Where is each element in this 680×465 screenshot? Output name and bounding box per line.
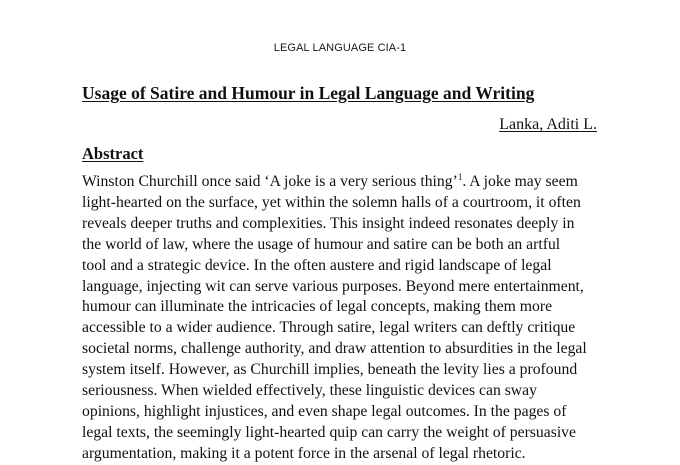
abstract-line: tool and a strategic device. In the often austere and rigid landscape of legal xyxy=(82,256,552,274)
abstract-line: opinions, highlight injustices, and even shape legal outcomes. In the pages of xyxy=(82,402,567,420)
abstract-line: legal texts, the seemingly light-hearted quip can carry the weight of persuasive xyxy=(82,423,576,441)
abstract-line-text: . A joke may seem xyxy=(462,173,578,190)
abstract-line: accessible to a wider audience. Through satire, legal writers can deftly critique xyxy=(82,319,576,337)
running-header: LEGAL LANGUAGE CIA-1 xyxy=(273,42,407,54)
abstract-line: reveals deeper truths and complexities. This insight indeed resonates deeply in xyxy=(82,214,575,232)
paper-title: Usage of Satire and Humour in Legal Language and Writing xyxy=(82,83,535,103)
author-name: Lanka, Aditi L. xyxy=(499,116,597,133)
abstract-line: language, injecting wit can serve various purposes. Beyond mere entertainment, xyxy=(82,277,584,295)
abstract-line: the world of law, where the usage of humour and satire can be both an artful xyxy=(82,235,561,253)
abstract-line: light-hearted on the surface, yet within the solemn halls of a courtroom, it often xyxy=(82,193,581,211)
abstract-line-text: Winston Churchill once said ‘A joke is a very serious thing’ xyxy=(82,173,458,190)
abstract-line: argumentation, making it a potent force in the arsenal of legal rhetoric. xyxy=(82,444,526,462)
abstract-line: system itself. However, as Churchill implies, beneath the levity lies a profound xyxy=(82,361,578,379)
abstract-heading: Abstract xyxy=(82,144,144,163)
abstract-line: societal norms, challenge authority, and draw attention to absurdities in the legal xyxy=(82,340,587,358)
abstract-line: humour can illuminate the intricacies of legal concepts, making them more xyxy=(82,298,553,316)
abstract-line xyxy=(82,172,602,193)
abstract-body xyxy=(82,172,602,465)
abstract-line: seriousness. When wielded effectively, these linguistic devices can sway xyxy=(82,382,537,400)
footnote-reference[interactable]: 1 xyxy=(457,172,463,182)
